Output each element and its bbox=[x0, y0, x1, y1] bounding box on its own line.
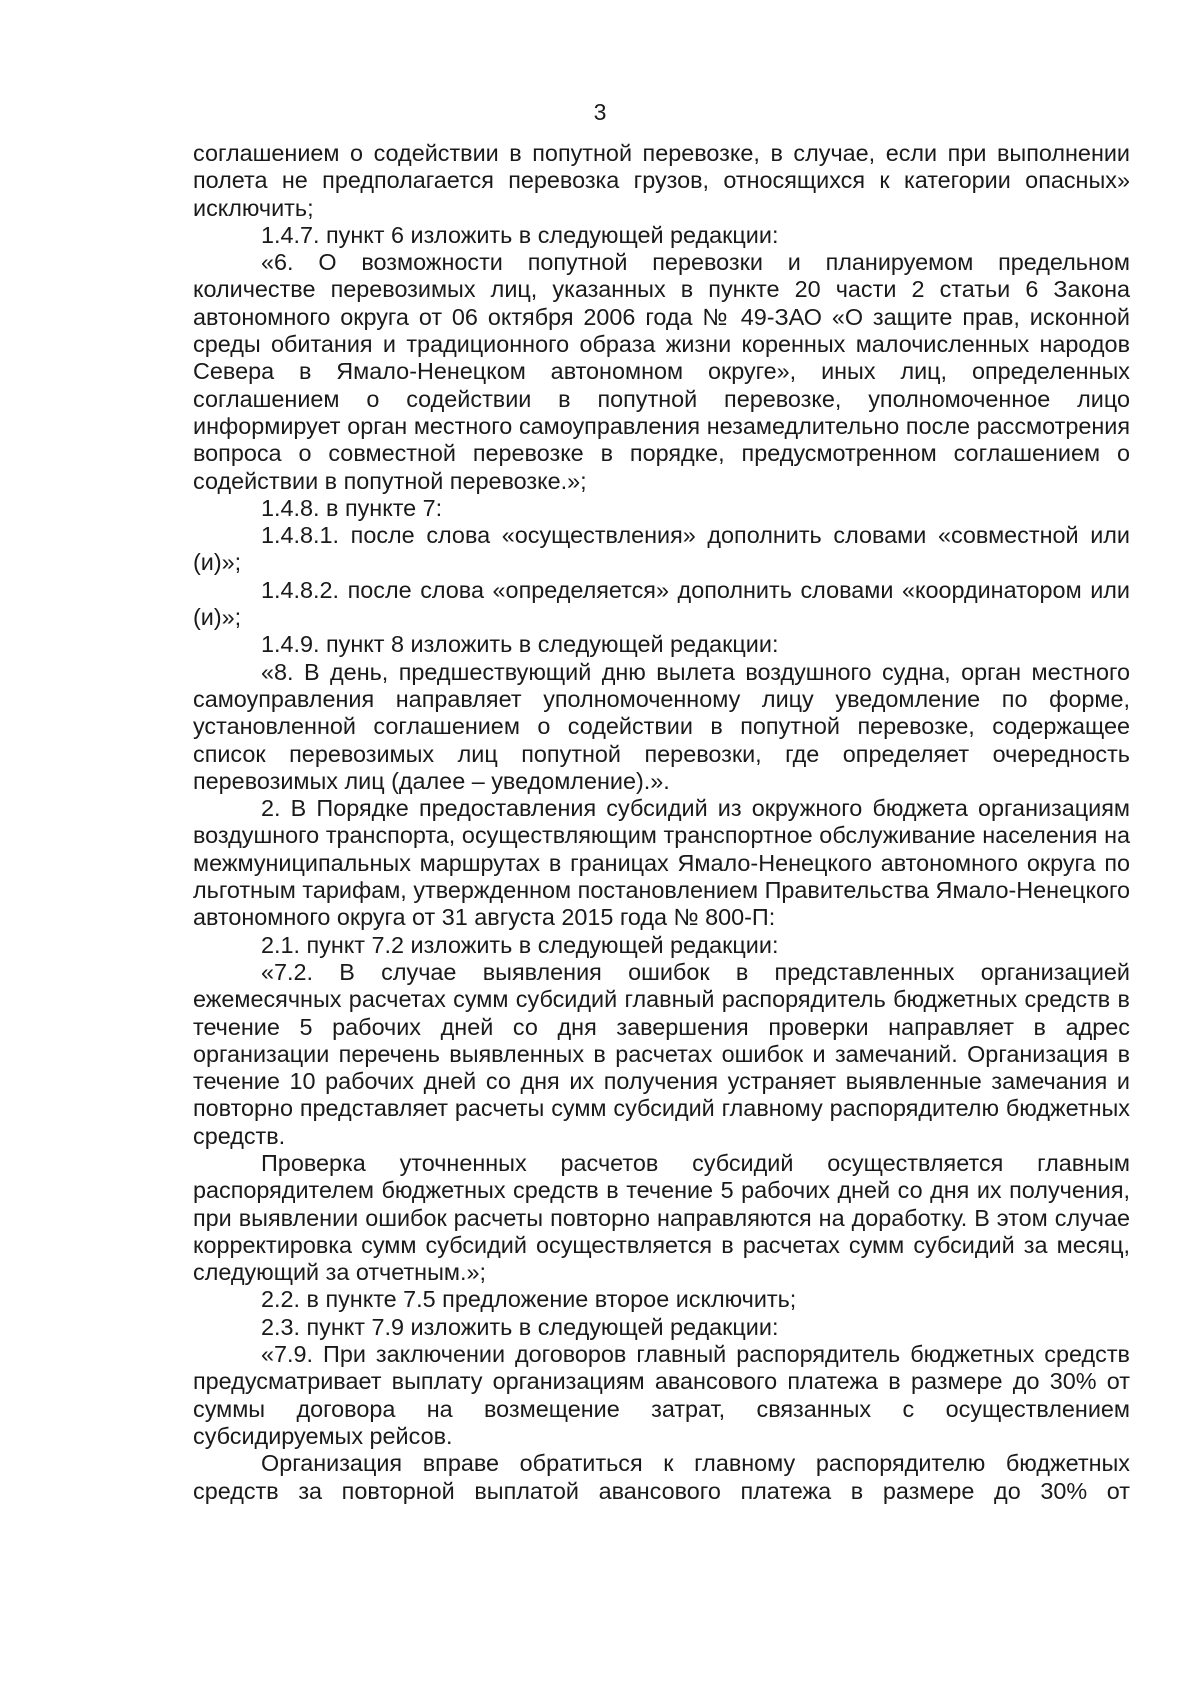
paragraph: 1.4.9. пункт 8 изложить в следующей редакции: bbox=[261, 631, 779, 658]
paragraph: «7.2. В случае выявления ошибок в представленных организацией ежемесячных расчетах сумм субсидий главный распорядитель бюджетных средств в течение 5 рабочих дней со дня завершения проверки направляет в адрес организации перечень выявленных в расчетах ошибок и замечаний. Организация в течение 10 рабочих дней со дня их получения устраняет выявленные замечания и повторно представляет расчеты сумм субсидий главному распорядителю бюджетных средств. bbox=[193, 958, 1130, 1149]
paragraph: «7.9. При заключении договоров главный распорядитель бюджетных средств предусматривает выплату организациям авансового платежа в размере до 30% от суммы договора на возмещение затрат, связанных с осуществлением субсидируемых рейсов. bbox=[193, 1341, 1130, 1449]
paragraph: 1.4.8.2. после слова «определяется» дополнить словами «координатором или (и)»; bbox=[193, 576, 1130, 631]
paragraph: 2.1. пункт 7.2 изложить в следующей редакции: bbox=[261, 931, 779, 958]
paragraph: 2.2. в пункте 7.5 предложение второе исключить; bbox=[261, 1286, 797, 1313]
paragraph: «6. О возможности попутной перевозки и планируемом предельном количестве перевозимых лиц, указанных в пункте 20 части 2 статьи 6 Закона автономного округа от 06 октября 2006 года № 49-ЗАО «О защите прав, исконной среды обитания и традиционного образа жизни коренных малочисленных народов Севера в Ямало-Ненецком автономном округе», иных лиц, определенных соглашением о содействии в попутной перевозке, уполномоченное лицо информирует орган местного самоуправления незамедлительно после рассмотрения вопроса о совместной перевозке в порядке, предусмотренном соглашением о содействии в попутной перевозке.»; bbox=[193, 249, 1130, 494]
paragraph: 2. В Порядке предоставления субсидий из окружного бюджета организациям воздушного транспорта, осуществляющим транспортное обслуживание населения на межмуниципальных маршрутах в границах Ямало-Ненецкого автономного округа по льготным тарифам, утвержденном постановлением Правительства Ямало-Ненецкого автономного округа от 31 августа 2015 года № 800-П: bbox=[193, 795, 1130, 931]
paragraph: 1.4.8.1. после слова «осуществления» дополнить словами «совместной или (и)»; bbox=[193, 522, 1130, 576]
paragraph: 1.4.8. в пункте 7: bbox=[261, 494, 443, 521]
paragraph: 2.3. пункт 7.9 изложить в следующей редакции: bbox=[261, 1313, 779, 1340]
paragraph: Проверка уточненных расчетов субсидий осуществляется главным распорядителем бюджетных средств в течение 5 рабочих дней со дня их получения, при выявлении ошибок расчеты повторно направляются на доработку. В этом случае корректировка сумм субсидий осуществляется в расчетах сумм субсидий за месяц, следующий за отчетным.»; bbox=[193, 1149, 1130, 1286]
paragraph: «8. В день, предшествующий дню вылета воздушного судна, орган местного самоуправления направляет уполномоченному лицу уведомление по форме, установленной соглашением о содействии в попутной перевозке, содержащее список перевозимых лиц попутной перевозки, где определяет очередность перевозимых лиц (далее – уведомление).». bbox=[193, 658, 1130, 794]
paragraph: Организация вправе обратиться к главному распорядителю бюджетных средств за повторной выплатой авансового платежа в размере до 30% от bbox=[193, 1450, 1130, 1504]
paragraph: соглашением о содействии в попутной перевозке, в случае, если при выполнении полета не предполагается перевозка грузов, относящихся к категории опасных» исключить; bbox=[193, 140, 1130, 221]
document-body bbox=[193, 140, 1130, 1505]
page-number: 3 bbox=[593, 99, 607, 125]
paragraph: 1.4.7. пункт 6 изложить в следующей редакции: bbox=[261, 221, 779, 248]
